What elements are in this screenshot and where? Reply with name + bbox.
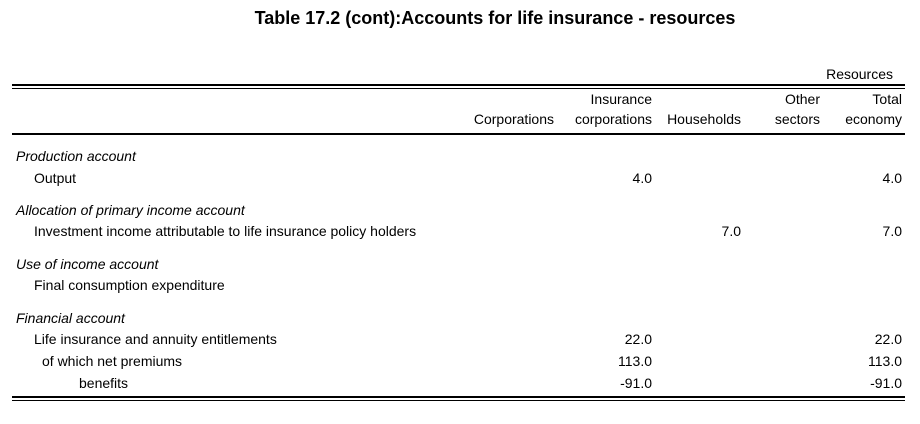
- bottom-rule-inner: [12, 400, 905, 401]
- row-label: Life insurance and annuity entitlements: [34, 331, 277, 347]
- bottom-rule: [12, 396, 905, 398]
- col-header-insurance-line1: Insurance: [590, 91, 652, 107]
- cell-value: 113.0: [618, 353, 652, 369]
- cell-value: -91.0: [620, 375, 652, 391]
- cell-value: -91.0: [870, 375, 902, 391]
- cell-value: 22.0: [624, 331, 652, 347]
- cell-value: 7.0: [721, 223, 741, 239]
- cell-value: 4.0: [882, 170, 902, 186]
- cell-value: 4.0: [632, 170, 652, 186]
- row-label: benefits: [79, 375, 129, 391]
- resources-label: Resources: [826, 66, 893, 82]
- section-heading: Use of income account: [16, 256, 159, 272]
- cell-value: 7.0: [882, 223, 902, 239]
- col-header-other-line2: sectors: [774, 111, 820, 127]
- col-header-total-line1: Total: [872, 91, 902, 107]
- top-rule: [12, 84, 905, 86]
- row-label: Final consumption expenditure: [34, 277, 225, 293]
- col-header-corporations: Corporations: [473, 111, 554, 127]
- header-rule: [12, 133, 905, 135]
- section-heading: Allocation of primary income account: [16, 202, 245, 218]
- col-header-insurance-line2: corporations: [574, 111, 652, 127]
- col-header-households: Households: [667, 111, 741, 127]
- row-label: Investment income attributable to life insurance policy holders: [34, 223, 417, 239]
- row-label: Output: [34, 170, 77, 186]
- cell-value: 22.0: [874, 331, 902, 347]
- row-label: of which net premiums: [42, 353, 183, 369]
- col-header-total-line2: economy: [845, 111, 902, 127]
- col-header-other-line1: Other: [784, 91, 820, 107]
- cell-value: 113.0: [868, 353, 902, 369]
- section-heading: Financial account: [16, 310, 125, 326]
- table-title: Table 17.2 (cont):Accounts for life insurance - resources: [254, 8, 736, 28]
- section-heading: Production account: [16, 148, 136, 164]
